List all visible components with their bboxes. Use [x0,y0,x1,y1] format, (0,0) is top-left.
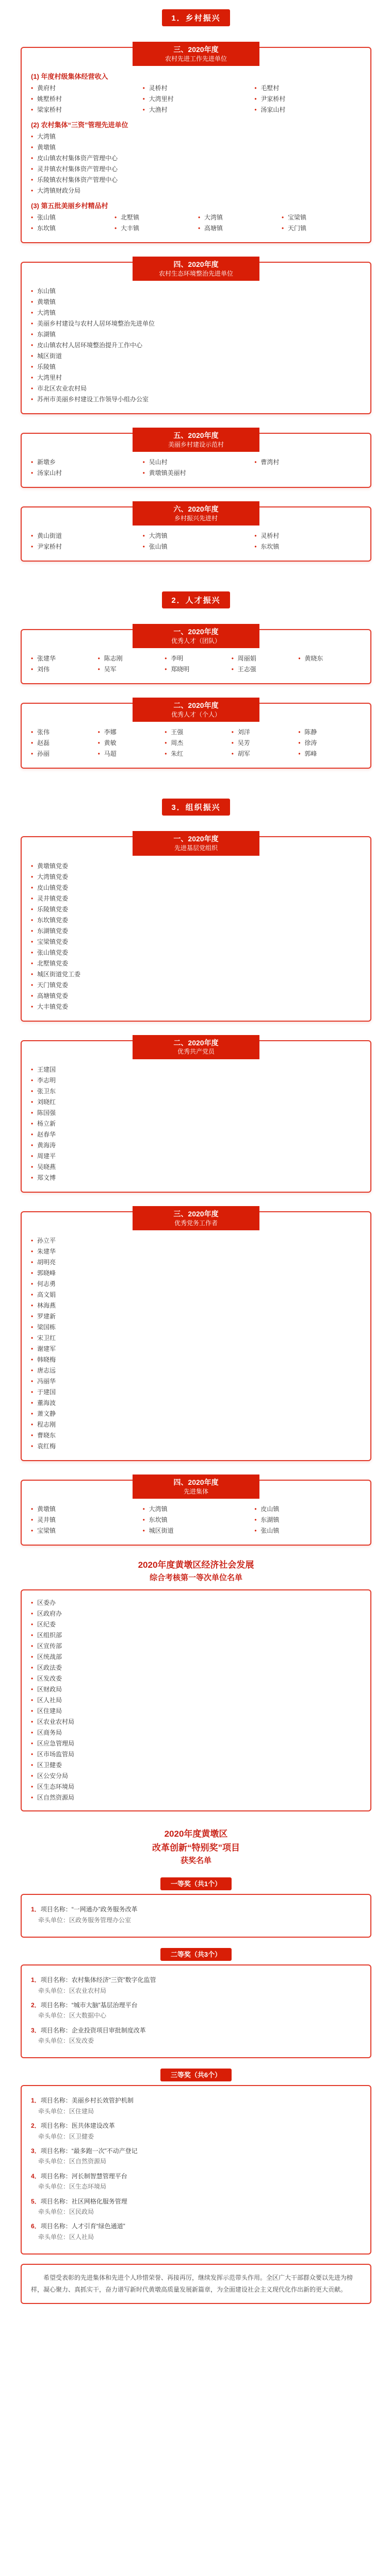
list-item: • 东坎镇 [143,1515,250,1526]
card-ribbon [133,42,259,66]
list-item: • 朱红 [165,749,227,759]
list-item: • 区生态环境局 [31,1782,361,1792]
ribbon-subtitle: 美丽乡村建设示范村 [168,441,224,449]
section-rural [21,0,371,31]
list-item: • 大湾镇 [31,131,361,142]
list-item: • 区公安分局 [31,1771,361,1782]
card-ribbon [133,1475,259,1499]
list-item: • 区统战部 [31,1652,361,1663]
card-ribbon [133,428,259,452]
list-item: • 城区街道党工委 [31,969,361,980]
ribbon-title: 二、2020年度 [173,701,219,710]
list-item: • 于建国 [31,1387,361,1398]
award-project-name: 项目名称：人才引育“绿色通道” [40,2223,125,2230]
award-item [31,2095,361,2116]
innovation-title [21,1827,371,1867]
list-item: • 黄晓东 [298,653,361,664]
list-item: • 区政法委 [31,1663,361,1673]
list-item: • 孙立平 [31,1235,361,1246]
list-item: • 王志强 [232,664,295,675]
award-number: 2． [31,2001,41,2009]
card-talent-team [21,629,371,684]
card-ribbon [133,1035,259,1059]
list-item: • 周杰 [165,738,227,749]
ribbon-title: 一、2020年度 [173,628,219,636]
list-item: • 大湾镇 [198,212,277,223]
list-item: • 张山镇党委 [31,947,361,958]
list-item: • 周建平 [31,1151,361,1162]
award-project-name: 项目名称：河长制智慧管理平台 [40,2172,127,2180]
list-item: • 天门镇党委 [31,980,361,991]
list-item: • 黄山街道 [31,531,138,541]
list-item: • 曹晓东 [31,1430,361,1441]
item-list [31,531,361,552]
list-item: • 马超 [98,749,161,759]
list-item: • 区商务局 [31,1727,361,1738]
item-list [31,286,361,405]
award-number: 1． [31,1976,41,1984]
list-item: • 灵井镇农村集体资产管理中心 [31,164,361,175]
list-item: • 区纪委 [31,1619,361,1630]
list-item: • 黄敏 [98,738,161,749]
list-item: • 城区街道 [31,351,361,362]
list-item: • 区农业农村局 [31,1717,361,1727]
list-item: • 李娜 [98,727,161,738]
list-item: • 区住建局 [31,1706,361,1717]
list-item: • 大湾镇 [31,308,361,318]
award-project-name: 项目名称：农村集体经济“三资”数字化监管 [40,1976,156,1984]
award-unit: 牵头单位：区民政局 [38,2208,94,2215]
group-list [31,212,361,234]
award-unit: 牵头单位：区政务服务管理办公室 [38,1916,132,1924]
ribbon-title: 一、2020年度 [173,835,219,843]
list-item: • 赵磊 [31,738,94,749]
item-list [31,1598,361,1803]
list-item: • 市北区农业农村局 [31,383,361,394]
list-item: • 赵春华 [31,1129,361,1140]
innovation-title-line2: 改革创新“特别奖”项目 [152,1843,240,1853]
award-number: 6． [31,2223,41,2230]
award-project-name: 项目名称：医共体建设改革 [40,2122,115,2130]
award-list-first [21,1894,371,1938]
list-item: • 梁家桥村 [31,105,138,115]
list-item: • 灵井镇党委 [31,893,361,904]
award-item [31,1904,361,1925]
ribbon-subtitle: 先进基层党组织 [174,844,218,852]
award-head-second [21,1949,371,1959]
item-list [31,727,361,759]
group-title: (1) 年度村级集体经营收入 [31,73,108,81]
list-item: • 杨立新 [31,1118,361,1129]
list-item: • 李明 [165,653,227,664]
award-item [31,1975,361,1996]
ribbon-title: 二、2020年度 [173,1038,219,1047]
ribbon-subtitle: 先进集体 [183,1487,208,1495]
list-item: • 区政府办 [31,1608,361,1619]
list-item: • 皮山镇农村人居环境整治提升工作中心 [31,340,361,351]
list-item: • 大湾镇 [143,1504,250,1515]
award-head-label: 三等奖（共6个） [160,2069,232,2081]
list-item: • 汤家山村 [31,468,138,479]
award-item [31,2196,361,2217]
card-revitalization-village [21,506,371,562]
award-project-name: 项目名称：“最多跑一次”不动产登记 [40,2147,138,2155]
award-number: 2． [31,2122,41,2130]
list-item: • 区市场监管局 [31,1749,361,1760]
award-unit: 牵头单位：区自然资源局 [38,2158,107,2165]
item-list [31,1235,361,1452]
list-item: • 黄墩镇 [31,297,361,308]
list-item: • 张山镇 [31,212,110,223]
award-unit: 牵头单位：区人社局 [38,2233,94,2241]
list-item: • 黄墩镇美丽村 [143,468,250,479]
assessment-title-line2: 综合考核第一等次单位名单 [149,1573,242,1582]
item-list [31,861,361,1012]
list-item: • 高塘镇党委 [31,991,361,1002]
card-ribbon [133,257,259,281]
footer-note: 希望受表彰的先进集体和先进个人珍惜荣誉、再接再厉，继续发挥示范带头作用。全区广大干部群众要以先进为榜样，凝心聚力、真抓实干，奋力谱写新时代黄墩高质量发展新篇章，为全面建设社会主义现代化作出新的更大贡献。 [21,2264,371,2304]
list-item: • 区自然资源局 [31,1792,361,1803]
list-item: • 毛墅村 [254,83,361,94]
list-item: • 大湾镇党委 [31,872,361,883]
list-item: • 陈志刚 [98,653,161,664]
list-item: • 乐陵镇党委 [31,904,361,915]
ribbon-subtitle: 乡村振兴先进村 [174,515,218,522]
list-item: • 唐志远 [31,1365,361,1376]
list-item: • 黄墩镇党委 [31,861,361,872]
list-item: • 大湾里村 [143,94,250,105]
assessment-list-box [21,1589,371,1811]
card-talent-person [21,703,371,769]
list-item: • 东坎镇 [254,541,361,552]
card-demo-village [21,433,371,488]
section-talent [21,582,371,614]
list-item: • 吴芳 [232,738,295,749]
list-item: • 郭晓峰 [31,1268,361,1279]
list-item: • 区应急管理局 [31,1738,361,1749]
card-ribbon [133,1206,259,1230]
award-number: 1． [31,2097,41,2105]
list-item: • 东山镇 [31,286,361,297]
list-item: • 吴晓燕 [31,1162,361,1173]
award-project-name: 项目名称：“城市大脑”基层治理平台 [40,2001,138,2009]
award-number: 4． [31,2172,41,2180]
list-item: • 张伟 [31,727,94,738]
list-item: • 曹湾村 [254,457,361,468]
ribbon-title: 五、2020年度 [173,431,219,440]
award-unit: 牵头单位：区发改委 [38,2037,94,2045]
list-item: • 周丽娟 [232,653,295,664]
list-item: • 刘洋 [232,727,295,738]
item-list [31,653,361,675]
list-item: • 大丰镇党委 [31,1002,361,1012]
award-unit: 牵头单位：区住建局 [38,2107,94,2115]
list-item: • 区宣传部 [31,1641,361,1652]
award-item [31,2000,361,2021]
award-unit: 牵头单位：区卫健委 [38,2132,94,2140]
award-item [31,2221,361,2242]
card-collective [21,1480,371,1546]
award-head-third [21,2070,371,2080]
list-item: • 宝梁镇 [31,1526,138,1536]
card-rural-advanced [21,47,371,243]
list-item: • 城区街道 [143,1526,250,1536]
group-list [31,83,361,115]
list-item: • 大湾里村 [31,372,361,383]
list-item: • 陈静 [298,727,361,738]
award-project-name: 项目名称：企业投资项目审批制度改革 [40,2026,146,2034]
list-item: • 徐涛 [298,738,361,749]
list-item: • 郑晓明 [165,664,227,675]
list-item: • 苏州市美丽乡村建设工作领导小组办公室 [31,394,361,405]
list-item: • 区财政局 [31,1684,361,1695]
list-item: • 北墅镇党委 [31,958,361,969]
list-item: • 张卫东 [31,1086,361,1097]
innovation-title-line3: 获奖名单 [180,1856,211,1866]
list-item: • 灵桥村 [143,83,250,94]
list-item: • 梁国栋 [31,1322,361,1333]
list-item: • 姚墅桥村 [31,94,138,105]
card-party-member [21,1040,371,1193]
card-ribbon [133,698,259,722]
list-item: • 新墩乡 [31,457,138,468]
list-item: • 高塘镇 [198,223,277,234]
list-item: • 宝梁镇党委 [31,937,361,947]
list-item: • 林海燕 [31,1300,361,1311]
list-item: • 李志明 [31,1075,361,1086]
list-item: • 东湖镇 [31,329,361,340]
group-list [31,131,361,196]
list-item: • 黄墩镇 [31,142,361,153]
list-item: • 郭峰 [298,749,361,759]
award-item [31,2025,361,2046]
list-item: • 大湾镇财政分局 [31,185,361,196]
list-item: • 胡军 [232,749,295,759]
list-item: • 刘晓红 [31,1097,361,1108]
item-list [31,1064,361,1183]
list-item: • 大丰镇 [115,223,194,234]
section-title: 2．人才振兴 [162,591,230,608]
ribbon-title: 六、2020年度 [173,505,219,514]
award-item [31,2171,361,2192]
ribbon-subtitle: 优秀共产党员 [177,1048,215,1056]
list-item: • 何志勇 [31,1279,361,1290]
award-item [31,2146,361,2167]
list-item: • 东湖镇党委 [31,926,361,937]
ribbon-subtitle: 农村生态环境整治先进单位 [158,269,233,277]
assessment-title [21,1558,371,1584]
list-item: • 东坎镇党委 [31,915,361,926]
item-list [31,457,361,479]
list-item: • 区委办 [31,1598,361,1608]
list-item: • 大湾镇 [143,531,250,541]
card-ribbon [133,831,259,855]
list-item: • 皮山镇 [254,1504,361,1515]
award-unit: 牵头单位：区生态环境局 [38,2183,107,2191]
award-head-label: 一等奖（共1个） [160,1877,232,1890]
award-unit: 牵头单位：区大数据中心 [38,2012,107,2020]
list-item: • 乐陵镇农村集体资产管理中心 [31,175,361,185]
group-title: (2) 农村集体“三资”管理先进单位 [31,121,128,129]
award-list-second [21,1964,371,2058]
page [21,0,371,2304]
list-item: • 高文娟 [31,1290,361,1300]
list-item: • 黄府村 [31,83,138,94]
card-ribbon [133,501,259,526]
ribbon-subtitle: 优秀人才（个人） [171,711,221,719]
ribbon-title: 四、2020年度 [173,260,219,269]
list-item: • 区卫健委 [31,1760,361,1771]
award-number: 3． [31,2026,41,2034]
item-list [31,1504,361,1536]
list-item: • 韩晓梅 [31,1354,361,1365]
award-number: 5． [31,2197,41,2205]
innovation-title-line1: 2020年度黄墩区 [164,1828,228,1839]
list-item: • 宋卫红 [31,1333,361,1344]
list-item: • 皮山镇党委 [31,883,361,893]
award-head-label: 二等奖（共3个） [160,1948,232,1961]
ribbon-title: 四、2020年度 [173,1478,219,1486]
list-item: • 区发改委 [31,1673,361,1684]
list-item: • 王建国 [31,1064,361,1075]
list-item: • 宝梁镇 [282,212,361,223]
list-item: • 东湖镇 [254,1515,361,1526]
section-title: 3．组织振兴 [162,799,230,816]
ribbon-subtitle: 优秀人才（团队） [171,637,221,645]
card-ribbon [133,624,259,648]
list-item: • 罗建新 [31,1311,361,1322]
list-item: • 袁红梅 [31,1441,361,1452]
ribbon-subtitle: 农村先进工作先进单位 [165,55,227,62]
award-item [31,2121,361,2142]
ribbon-title: 三、2020年度 [173,45,219,54]
list-item: • 程志刚 [31,1419,361,1430]
assessment-title-line1: 2020年度黄墩区经济社会发展 [138,1560,254,1570]
list-item: • 王强 [165,727,227,738]
list-item: • 张建华 [31,653,94,664]
card-party-org [21,836,371,1021]
list-item: • 北墅镇 [115,212,194,223]
list-item: • 区人社局 [31,1695,361,1706]
list-item: • 汤家山村 [254,105,361,115]
award-unit: 牵头单位：区农业农村局 [38,1987,107,1994]
list-item: • 谢建军 [31,1344,361,1354]
list-item: • 孙丽 [31,749,94,759]
award-head-first [21,1878,371,1889]
award-number: 3． [31,2147,41,2155]
list-item: • 张山镇 [254,1526,361,1536]
section-organization [21,789,371,821]
group-title: (3) 第五批美丽乡村精品村 [31,202,108,210]
card-party-worker [21,1211,371,1461]
list-item: • 朱建华 [31,1246,361,1257]
list-item: • 胡明亮 [31,1257,361,1268]
ribbon-title: 三、2020年度 [173,1209,219,1218]
list-item: • 尹家桥村 [254,94,361,105]
list-item: • 董海波 [31,1398,361,1409]
list-item: • 美丽乡村建设与农村人居环境整治先进单位 [31,318,361,329]
list-item: • 天门镇 [282,223,361,234]
list-item: • 黄墩镇 [31,1504,138,1515]
list-item: • 冯丽华 [31,1376,361,1387]
list-item: • 吴军 [98,664,161,675]
list-item: • 皮山镇农村集体资产管理中心 [31,153,361,164]
list-item: • 吴山村 [143,457,250,468]
list-item: • 灵桥村 [254,531,361,541]
section-title: 1．乡村振兴 [162,9,230,26]
list-item: • 尹家桥村 [31,541,138,552]
list-item: • 刘伟 [31,664,94,675]
list-item: • 陈国强 [31,1108,361,1118]
list-item: • 萧文静 [31,1409,361,1419]
award-project-name: 项目名称：“一网通办”政务服务改革 [40,1906,138,1913]
award-list-third [21,2085,371,2255]
ribbon-subtitle: 优秀党务工作者 [174,1219,218,1227]
list-item: • 东坎镇 [31,223,110,234]
list-item: • 大渔村 [143,105,250,115]
list-item: • 乐陵镇 [31,362,361,372]
award-project-name: 项目名称：美丽乡村长效管护机制 [40,2097,134,2105]
list-item: • 张山镇 [143,541,250,552]
list-item: • 黄海涛 [31,1140,361,1151]
list-item: • 郑文博 [31,1173,361,1183]
card-environment [21,262,371,414]
award-number: 1． [31,1906,41,1913]
list-item: • 灵井镇 [31,1515,138,1526]
award-project-name: 项目名称：社区网格化服务管理 [40,2197,127,2205]
list-item: • 区组织部 [31,1630,361,1641]
